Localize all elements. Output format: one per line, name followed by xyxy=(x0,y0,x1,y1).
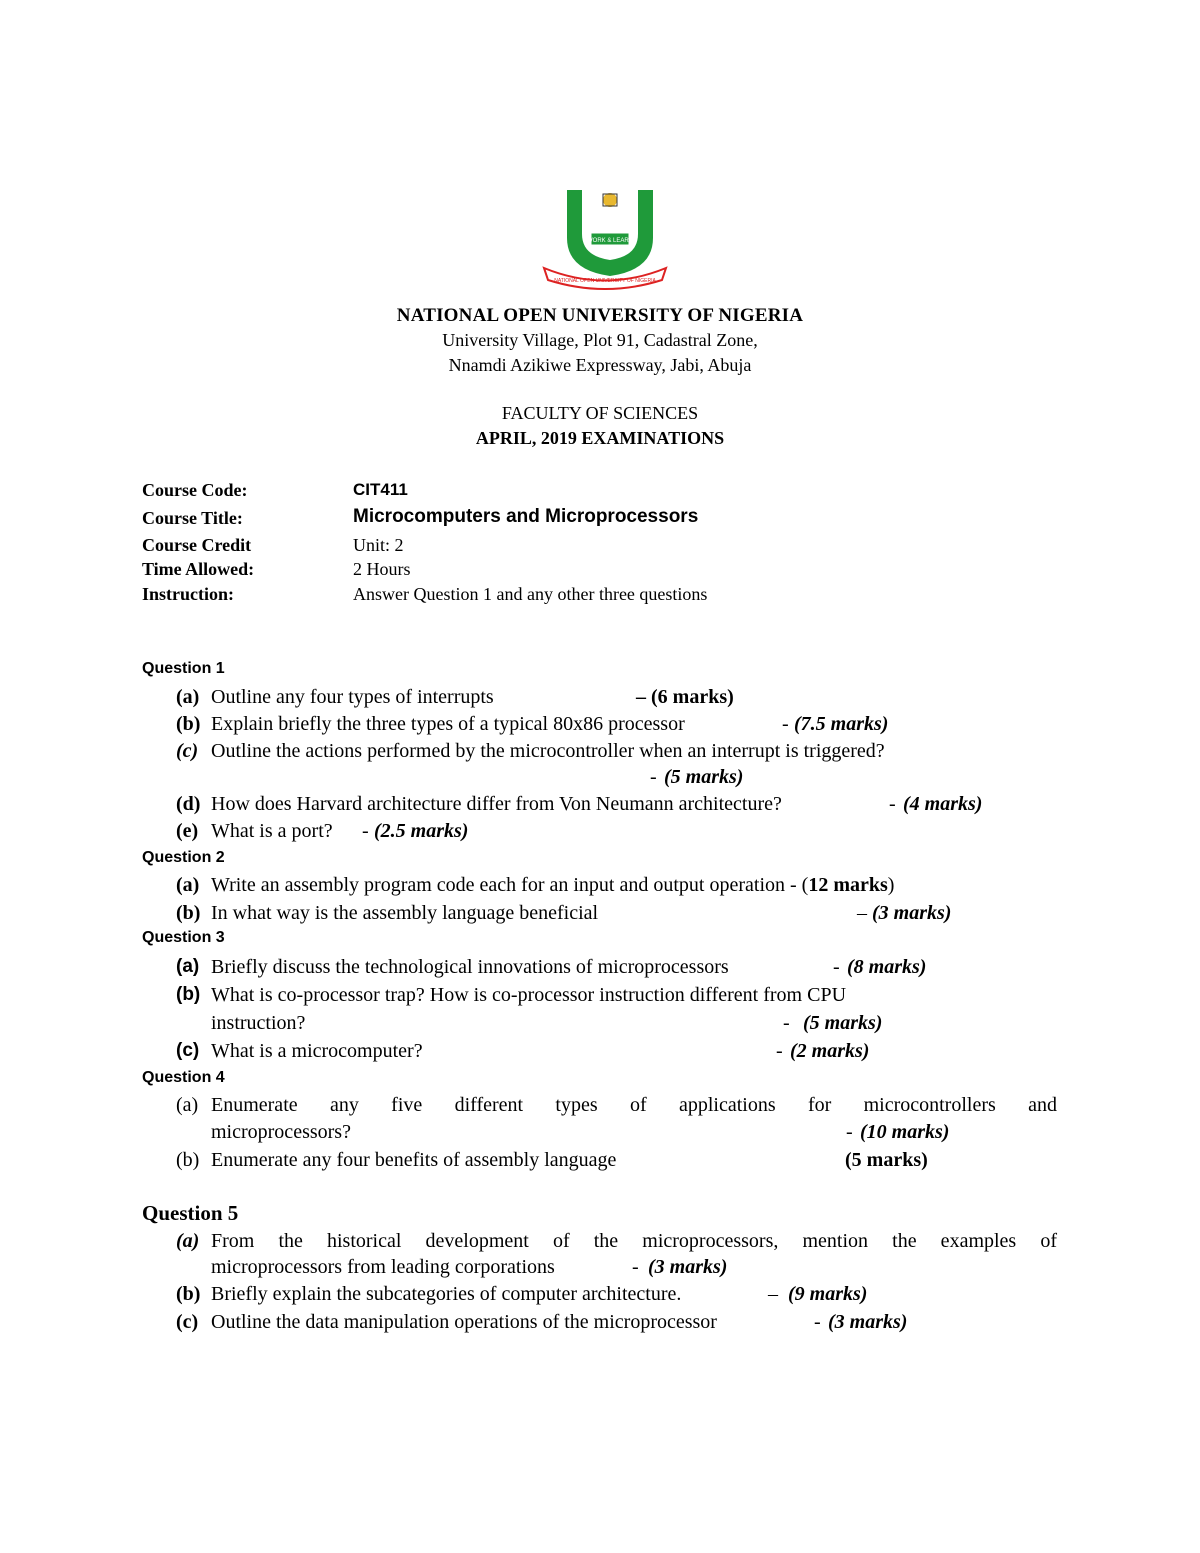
course-title-value: Microcomputers and Microprocessors xyxy=(353,506,699,527)
q4-b: (b) Enumerate any four benefits of assembly language (5 marks) xyxy=(176,1149,928,1171)
q1-b: (b) Explain briefly the three types of a typical 80x86 processor - (7.5 marks) xyxy=(176,713,889,735)
exam-title: APRIL, 2019 EXAMINATIONS xyxy=(475,428,725,448)
course-credit-label: Course Credit xyxy=(142,535,252,555)
q2-a: (a) Write an assembly program code each for an input and output operation - (12 marks) xyxy=(176,874,895,896)
q4-a: (a) Enumerate any five different types of applications for microcontrollers and xyxy=(176,1094,1057,1116)
q5-c: (c) Outline the data manipulation operations of the microprocessor - (3 marks) xyxy=(176,1311,908,1333)
q1-d: (d) How does Harvard architecture differ from Von Neumann architecture? - (4 marks) xyxy=(176,793,983,815)
logo-banner: NATIONAL OPEN UNIVERSITY OF NIGERIA xyxy=(554,278,656,284)
q5-a: (a) From the historical development of the microprocessors, mention the examples of xyxy=(176,1230,1057,1252)
q1-c: (c) Outline the actions performed by the microcontroller when an interrupt is triggered? xyxy=(176,740,885,762)
q3-b-cont: instruction? - (5 marks) xyxy=(211,1012,883,1034)
address-line-2: Nnamdi Azikiwe Expressway, Jabi, Abuja xyxy=(448,355,752,375)
q1-e: (e) What is a port? - (2.5 marks) xyxy=(176,820,469,842)
time-allowed-value: 2 Hours xyxy=(353,559,411,579)
course-credit-value: Unit: 2 xyxy=(353,535,404,555)
time-allowed-label: Time Allowed: xyxy=(142,559,255,579)
q5-a-cont: microprocessors from leading corporations - (3 marks) xyxy=(211,1256,728,1278)
q3-b: (b) What is co-processor trap? How is co-processor instruction different from CPU xyxy=(176,984,847,1006)
course-code-value: CIT411 xyxy=(353,480,408,499)
q4-a-cont: microprocessors? - (10 marks) xyxy=(211,1121,950,1143)
q1-a: (a) Outline any four types of interrupts – (6 marks) xyxy=(176,686,734,708)
q3-c: (c) What is a microcomputer? - (2 marks) xyxy=(176,1040,870,1062)
university-name: NATIONAL OPEN UNIVERSITY OF NIGERIA xyxy=(396,305,804,326)
course-code-label: Course Code: xyxy=(142,480,248,500)
question-2-title: Question 2 xyxy=(142,849,225,866)
question-3-title: Question 3 xyxy=(142,929,225,946)
q2-b: (b) In what way is the assembly language beneficial – (3 marks) xyxy=(176,902,952,924)
q1-c-marks: - (5 marks) xyxy=(650,766,744,788)
university-logo xyxy=(540,188,670,290)
question-1-title: Question 1 xyxy=(142,660,225,677)
course-title-label: Course Title: xyxy=(142,508,243,528)
instruction-value: Answer Question 1 and any other three questions xyxy=(353,584,708,604)
instruction-label: Instruction: xyxy=(142,584,235,604)
faculty: FACULTY OF SCIENCES xyxy=(501,403,699,423)
q5-b: (b) Briefly explain the subcategories of computer architecture. – (9 marks) xyxy=(176,1283,868,1305)
logo-motto: WORK & LEARN xyxy=(586,238,634,244)
question-5-title: Question 5 xyxy=(142,1201,239,1225)
question-4-title: Question 4 xyxy=(142,1069,225,1086)
q3-a: (a) Briefly discuss the technological innovations of microprocessors - (8 marks) xyxy=(176,956,927,978)
address-line-1: University Village, Plot 91, Cadastral Zone, xyxy=(442,330,758,350)
